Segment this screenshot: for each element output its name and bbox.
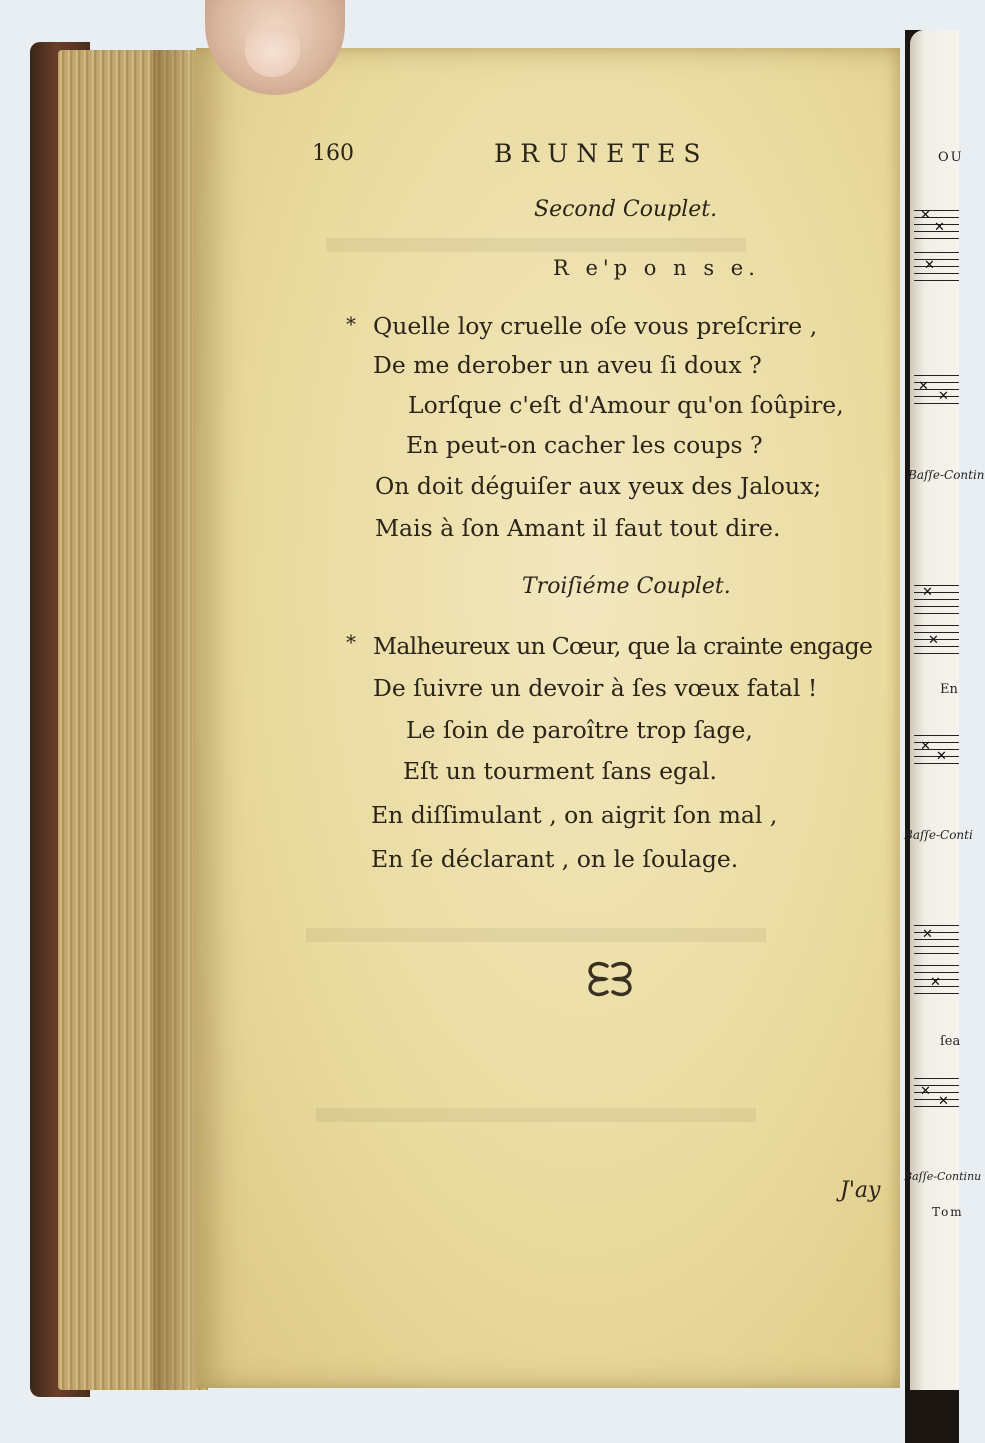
reponse-marker: *	[346, 312, 356, 336]
show-through	[316, 1108, 756, 1122]
facing-page-fragment: Baſſe-Continu	[904, 1170, 982, 1183]
facing-page-fragment: ſea	[940, 1034, 961, 1049]
verse-line: En diſſimulant , on aigrit ſon mal ,	[371, 801, 778, 829]
verse-line: De me derober un aveu ſi doux ?	[373, 351, 762, 379]
verse-line: On doit déguiſer aux yeux des Jaloux;	[375, 472, 822, 500]
third-marker: *	[346, 630, 356, 654]
music-staff: ✕	[914, 925, 959, 959]
music-staff: ✕	[914, 252, 959, 286]
show-through	[306, 928, 766, 942]
page-number: 160	[312, 141, 354, 166]
page-fore-edge	[58, 50, 208, 1390]
music-staff: ✕	[914, 625, 959, 659]
facing-page	[904, 30, 985, 1390]
verse-line: Le ſoin de paroître trop ſage,	[406, 716, 753, 744]
reponse-heading: R e'p o n s e.	[553, 256, 760, 280]
facing-page-fragment: Baſſe-Contin	[908, 468, 985, 482]
running-head: BRUNETES	[494, 139, 709, 168]
fleuron-ornament	[583, 958, 637, 1000]
music-staff: ✕ ✕	[914, 210, 959, 244]
verse-line: Eſt un tourment ſans egal.	[403, 757, 718, 785]
facing-page-fragment: Tom	[932, 1205, 964, 1219]
music-staff: ✕ ✕	[914, 375, 959, 409]
catchword: J'ay	[840, 1178, 881, 1203]
music-staff: ✕	[914, 965, 959, 999]
show-through	[326, 238, 746, 252]
verse-line: Quelle loy cruelle oſe vous preſcrire ,	[373, 312, 818, 340]
music-staff: ✕ ✕	[914, 1078, 959, 1112]
music-staff: ✕	[914, 585, 959, 619]
music-staff: ✕ ✕	[914, 735, 959, 769]
second-couplet-heading: Second Couplet.	[534, 197, 718, 222]
verse-line: Lorſque c'eſt d'Amour qu'on ſoûpire,	[408, 391, 844, 419]
facing-page-fragment: En	[940, 682, 958, 697]
verse-line: De ſuivre un devoir à ſes vœux fatal !	[373, 674, 818, 702]
verse-line: Mais à ſon Amant il faut tout dire.	[375, 514, 781, 542]
verse-line: En ſe déclarant , on le ſoulage.	[371, 845, 739, 873]
third-couplet-heading: Troiſiéme Couplet.	[522, 574, 731, 599]
verse-line: Malheureux un Cœur, que la crainte engage	[373, 632, 873, 660]
facing-page-fragment: OU	[938, 150, 964, 165]
facing-page-fragment: Baſſe-Conti	[904, 828, 973, 842]
verse-line: En peut-on cacher les coups ?	[406, 431, 763, 459]
